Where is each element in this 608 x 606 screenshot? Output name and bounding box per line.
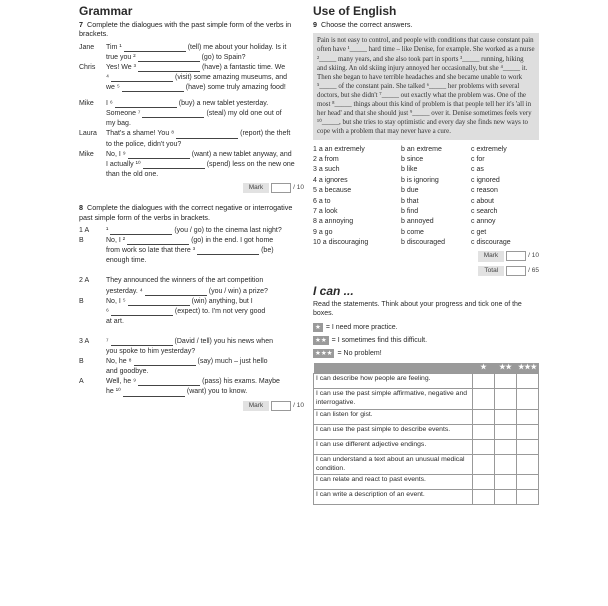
dialogue-line [79,73,304,82]
line-text [106,287,268,296]
answer-blank[interactable] [122,85,184,92]
grammar-column [79,0,304,411]
dialogue-line [79,297,304,306]
option-row [313,197,539,206]
speaker: B [79,297,84,305]
answer-blank[interactable] [138,65,200,72]
speaker: A [79,378,84,386]
answer-option[interactable]: b discouraged [401,239,445,247]
grammar-title: Grammar [79,4,133,18]
speaker [79,170,106,179]
dialogue-line [79,160,304,169]
answer-option[interactable]: b is ignoring [401,176,439,184]
speaker [79,387,106,396]
option-row [313,165,539,174]
line-suffix: (you / go) to the cinema last night? [174,227,282,235]
ex7-number: 7 [79,20,83,29]
mark-total: / 10 [528,252,539,260]
dialogue-line [79,140,304,149]
tick-box[interactable] [517,490,539,505]
tick-box[interactable] [517,409,539,424]
answer-option[interactable]: c extremely [471,145,507,153]
line-suffix: (you / win) a prize? [208,287,268,295]
answer-blank[interactable] [111,309,173,316]
line-prefix: ¹ [106,227,109,235]
ex7-dialogue-2 [79,99,304,179]
answer-option[interactable]: c reason [471,187,498,195]
option-row [313,176,539,185]
speaker: B [79,237,84,245]
line-prefix: to the police, didn't you? [106,140,182,148]
line-text [106,347,195,356]
answer-blank[interactable] [111,339,173,346]
ex8-dialogue-2 [79,276,304,325]
speaker [79,347,106,356]
answer-option[interactable]: c as [471,166,484,174]
answer-option[interactable]: 6 a to [313,197,331,205]
tick-box[interactable] [517,454,539,475]
tick-box[interactable] [473,389,495,410]
line-text [106,387,247,396]
tick-box[interactable] [517,439,539,454]
total-label: Total [478,266,504,276]
can-do-statement: I can describe how people are feeling. [314,374,473,389]
line-prefix: and goodbye. [106,368,149,376]
line-text [106,53,246,62]
ex7-instruction-text: Complete the dialogues with the past simple form of the verbs in brackets. [79,20,292,39]
answer-blank[interactable] [123,390,185,397]
answer-option[interactable]: 9 a go [313,228,333,236]
answer-options [313,145,539,248]
legend-text: = I need more practice. [325,324,398,332]
answer-option[interactable]: b annoyed [401,218,434,226]
answer-blank[interactable] [128,152,190,159]
ex7-mark [79,183,304,193]
speaker [79,119,106,128]
ex8-number: 8 [79,203,83,213]
line-text [106,119,131,128]
dialogue-line [79,170,304,179]
star-icon: ★ [315,324,321,332]
tick-box[interactable] [473,374,495,389]
line-text [106,377,280,386]
line-text [106,109,282,118]
mark-total: / 10 [293,183,304,191]
legend-item [313,349,539,358]
answer-option[interactable]: c get [471,228,487,236]
answer-option[interactable]: b like [401,166,418,174]
line-text [106,63,285,72]
dialogue-line [79,236,304,245]
star-column-header: ★★★ [517,363,539,374]
answer-blank[interactable] [110,228,172,235]
option-row [313,207,539,216]
line-text [106,226,282,235]
line-prefix: my bag. [106,120,131,128]
tick-box[interactable] [473,454,495,475]
answer-blank[interactable] [143,162,205,169]
table-row [314,439,539,454]
speaker: Laura [79,130,97,138]
speaker [79,160,106,169]
option-row [313,228,539,237]
answer-option[interactable]: c annoy [471,218,496,226]
dialogue-line [79,226,304,235]
tick-box[interactable] [495,454,517,475]
answer-option[interactable]: c about [471,197,494,205]
answer-blank[interactable] [176,132,238,139]
tick-box[interactable] [473,424,495,439]
speaker [79,317,106,326]
table-row [314,454,539,475]
table-row [314,374,539,389]
line-prefix: Someone ⁷ [106,110,141,118]
answer-blank[interactable] [145,289,207,296]
line-prefix: at art. [106,317,124,325]
answer-blank[interactable] [142,111,204,118]
dialogue-line [79,43,304,52]
line-text [106,297,253,306]
answer-blank[interactable] [197,248,259,255]
speaker: B [79,358,84,366]
star-icon: ★★ [315,337,327,345]
line-suffix: (David / tell) you his news when [174,337,273,345]
answer-blank[interactable] [124,45,186,52]
line-text [106,83,286,92]
ex9-instruction [313,20,539,29]
line-text [106,129,290,138]
reading-passage: Pain is not easy to control, and people with conditions that cause constant pain often have ¹_____ hard time – like Denise, for example. She worked as a nurse ²_____ many years, and she also took part in sports ³_____ running, hiking and skiing. An old skiing injury annoyed her occasionally, but she ⁴_____ it. Then she began to have terrible headaches and she became unable to work ⁵_____ of the constant pain. She talked ⁶_____ her problems with several doctors, but she didn't ⁷_____ out exactly what the problem was. One of the most ⁸_____ things about this kind of problem is that people tell her it's 'all in her head' and that she should just ⁹_____ over it. Denise sometimes feels very ¹⁰_____, but she tries to stay optimistic and every day she finds new ways to cope with a problem that may never have a cure. [313,33,539,139]
line-prefix: you spoke to him yesterday? [106,348,196,356]
line-text [106,160,295,169]
dialogue-line [79,377,304,386]
total-value: / 65 [528,266,539,274]
line-prefix: Well, he ⁹ [106,378,137,386]
option-row [313,238,539,247]
ex8-dialogue-1 [79,226,304,265]
dialogue-line [79,307,304,316]
mark-box[interactable] [506,251,526,261]
line-suffix: (want) you to know. [186,388,248,396]
line-text [106,170,158,179]
answer-option[interactable]: c discourage [471,239,511,247]
legend-item [313,336,539,345]
speaker: Jane [79,43,95,51]
answer-option[interactable]: b find [401,207,419,215]
line-suffix: (expect) to. I'm not very good [174,307,266,315]
answer-option[interactable]: b an extreme [401,145,442,153]
can-do-statement: I can write a description of an event. [314,490,473,505]
line-suffix: (go) in the end. I got home [191,237,274,245]
tick-box[interactable] [473,439,495,454]
total-box[interactable] [506,266,526,276]
dialogue-line [79,256,304,265]
line-prefix: Tim ¹ [106,43,122,51]
table-row [314,490,539,505]
line-prefix: I actually ¹⁰ [106,160,141,168]
line-prefix: enough time. [106,257,147,265]
answer-option[interactable]: 8 a annoying [313,218,354,226]
ex7-instruction [79,20,304,39]
speaker: Mike [79,150,94,158]
speaker [79,140,106,149]
dialogue-line [79,246,304,255]
dialogue-line [79,109,304,118]
dialogue-line [79,287,304,296]
speaker [79,287,106,296]
can-do-statement: I can use the past simple affirmative, negative and interrogative. [314,389,473,410]
mark-total: / 10 [293,401,304,409]
line-prefix: ⁴ [106,74,110,81]
answer-option[interactable]: c ignored [471,176,500,184]
dialogue-line [79,99,304,108]
can-do-statement: I can use the past simple to describe events. [314,424,473,439]
option-row [313,155,539,164]
ex9-mark [313,251,539,261]
speaker: Chris [79,63,96,71]
star-icon: ★★★ [315,350,333,358]
mark-label: Mark [243,401,269,411]
line-suffix: (go) to Spain? [201,53,246,61]
can-do-statement: I can use different adjective endings. [314,439,473,454]
table-row [314,389,539,410]
line-suffix: (win) anything, but I [191,297,253,305]
line-prefix: I ⁶ [106,100,113,108]
line-suffix: (visit) some amazing museums, and [175,74,288,81]
ex9-instruction-text: Choose the correct answers. [321,20,413,29]
tick-box[interactable] [473,490,495,505]
ex8-instruction [79,203,304,222]
line-prefix: No, I ⁹ [106,150,126,158]
speaker [79,83,106,92]
answer-blank[interactable] [138,379,200,386]
line-text [106,317,124,326]
answer-option[interactable]: c search [471,207,498,215]
answer-blank[interactable] [134,359,196,366]
tick-box[interactable] [495,424,517,439]
speaker [79,307,106,316]
line-suffix: (have) a fantastic time. We [201,63,286,71]
line-text [106,73,287,82]
ex8-mark [79,401,304,411]
answer-blank[interactable] [115,101,177,108]
answer-option[interactable]: b since [401,155,424,163]
line-prefix: we ⁵ [106,84,120,92]
line-text [106,307,265,316]
line-prefix: That's a shame! You ⁸ [106,130,175,138]
line-prefix: than the old one. [106,170,159,178]
speaker [79,246,106,255]
answer-option[interactable]: 4 a ignores [313,176,348,184]
dialogue-line [79,119,304,128]
speaker [79,53,106,62]
tick-box[interactable] [517,475,539,490]
line-prefix: No, I ² [106,237,126,245]
line-suffix: (have) some truly amazing food! [185,84,286,92]
ex8-dialogue-3 [79,337,304,397]
line-prefix: No, he ⁸ [106,358,132,366]
tick-box[interactable] [495,409,517,424]
use-of-english-column [313,0,539,505]
speaker [79,73,106,82]
dialogue-line [79,357,304,366]
line-prefix: true you ² [106,53,136,61]
dialogue-line [79,150,304,159]
dialogue-line [79,276,304,285]
table-row [314,424,539,439]
table-row [314,409,539,424]
answer-option[interactable]: 7 a look [313,207,338,215]
answer-option[interactable]: 5 a because [313,187,352,195]
mark-label: Mark [478,251,504,261]
line-prefix: No, I ⁵ [106,297,126,305]
line-text [106,99,268,108]
line-text [106,367,148,376]
speaker: 1 A [79,227,90,235]
dialogue-line [79,387,304,396]
tick-box[interactable] [473,475,495,490]
legend-text: = No problem! [337,350,382,358]
mark-label: Mark [243,183,269,193]
line-prefix: yesterday. ⁴ [106,287,143,295]
dialogue-line [79,53,304,62]
grand-total [313,266,539,276]
tick-box[interactable] [495,374,517,389]
speaker [79,367,106,376]
line-text [106,236,273,245]
answer-option[interactable]: b due [401,187,419,195]
can-do-statement: I can relate and react to past events. [314,475,473,490]
line-text [106,43,286,52]
tick-box[interactable] [495,490,517,505]
star-column-header: ★★ [495,363,517,374]
dialogue-line [79,317,304,326]
line-text [106,150,292,159]
answer-option[interactable]: b that [401,197,419,205]
option-row [313,186,539,195]
star-legend [313,323,539,358]
mark-box[interactable] [271,401,291,411]
line-suffix: (report) the theft [240,130,291,138]
line-text [106,337,273,346]
table-row [314,475,539,490]
tick-box[interactable] [495,389,517,410]
ex7-dialogue-1 [79,43,304,92]
line-suffix: (say) much – just hello [197,358,268,366]
line-suffix: (pass) his exams. Maybe [202,378,280,386]
answer-option[interactable]: c for [471,155,485,163]
answer-option[interactable]: 1 a an extremely [313,145,365,153]
ex9-number: 9 [313,20,317,29]
line-text [106,140,181,149]
ican-instruction: Read the statements. Think about your progress and tick one of the boxes. [313,301,522,318]
line-prefix: ⁷ [106,337,109,345]
tick-box[interactable] [517,424,539,439]
ican-title: I can ... [313,284,354,299]
answer-option[interactable]: b come [401,228,424,236]
speaker: Mike [79,100,94,108]
dialogue-line [79,63,304,72]
tick-box[interactable] [495,439,517,454]
line-prefix: They announced the winners of the art competition [106,277,264,285]
line-suffix: (tell) me about your holiday. Is it [187,43,287,51]
legend-item [313,323,539,332]
option-row [313,145,539,154]
line-prefix: Yes! We ³ [106,63,136,71]
legend-text: = I sometimes find this difficult. [331,337,428,345]
star-column-header: ★ [473,363,495,374]
line-text [106,357,268,366]
answer-blank[interactable] [127,238,189,245]
tick-box[interactable] [473,409,495,424]
tick-box[interactable] [517,374,539,389]
line-suffix: (want) a new tablet anyway, and [191,150,292,158]
line-text [106,246,274,255]
dialogue-line [79,367,304,376]
line-suffix: (be) [261,247,274,255]
line-prefix: he ¹⁰ [106,388,121,396]
answer-blank[interactable] [138,55,200,62]
dialogue-line [79,347,304,356]
option-row [313,217,539,226]
answer-blank[interactable] [111,75,173,82]
line-prefix: from work so late that there ³ [106,247,196,255]
line-text [106,256,146,265]
answer-option[interactable]: 3 a such [313,166,340,174]
speaker: 3 A [79,337,90,345]
dialogue-line [79,83,304,92]
dialogue-line [79,337,304,346]
line-suffix: (buy) a new tablet yesterday. [178,100,269,108]
speaker [79,109,106,118]
self-assessment-table [313,363,539,506]
speaker: 2 A [79,277,90,285]
line-suffix: (spend) less on the new one [206,160,295,168]
use-of-english-title: Use of English [313,4,397,18]
dialogue-line [79,129,304,138]
can-do-statement: I can understand a text about an unusual medical condition. [314,454,473,475]
table-header-blank [314,363,473,374]
ex8-instruction-text: Complete the dialogues with the correct negative or interrogative past simple form of the verbs in brackets. [79,203,293,222]
line-prefix: ⁶ [106,307,109,315]
mark-box[interactable] [271,183,291,193]
can-do-statement: I can listen for gist. [314,409,473,424]
speaker [79,256,106,265]
line-text [106,276,263,285]
answer-blank[interactable] [128,299,190,306]
tick-box[interactable] [495,475,517,490]
line-suffix: (steal) my old one out of [206,110,282,118]
answer-option[interactable]: 2 a from [313,155,339,163]
tick-box[interactable] [517,389,539,410]
answer-option[interactable]: 10 a discouraging [313,239,369,247]
